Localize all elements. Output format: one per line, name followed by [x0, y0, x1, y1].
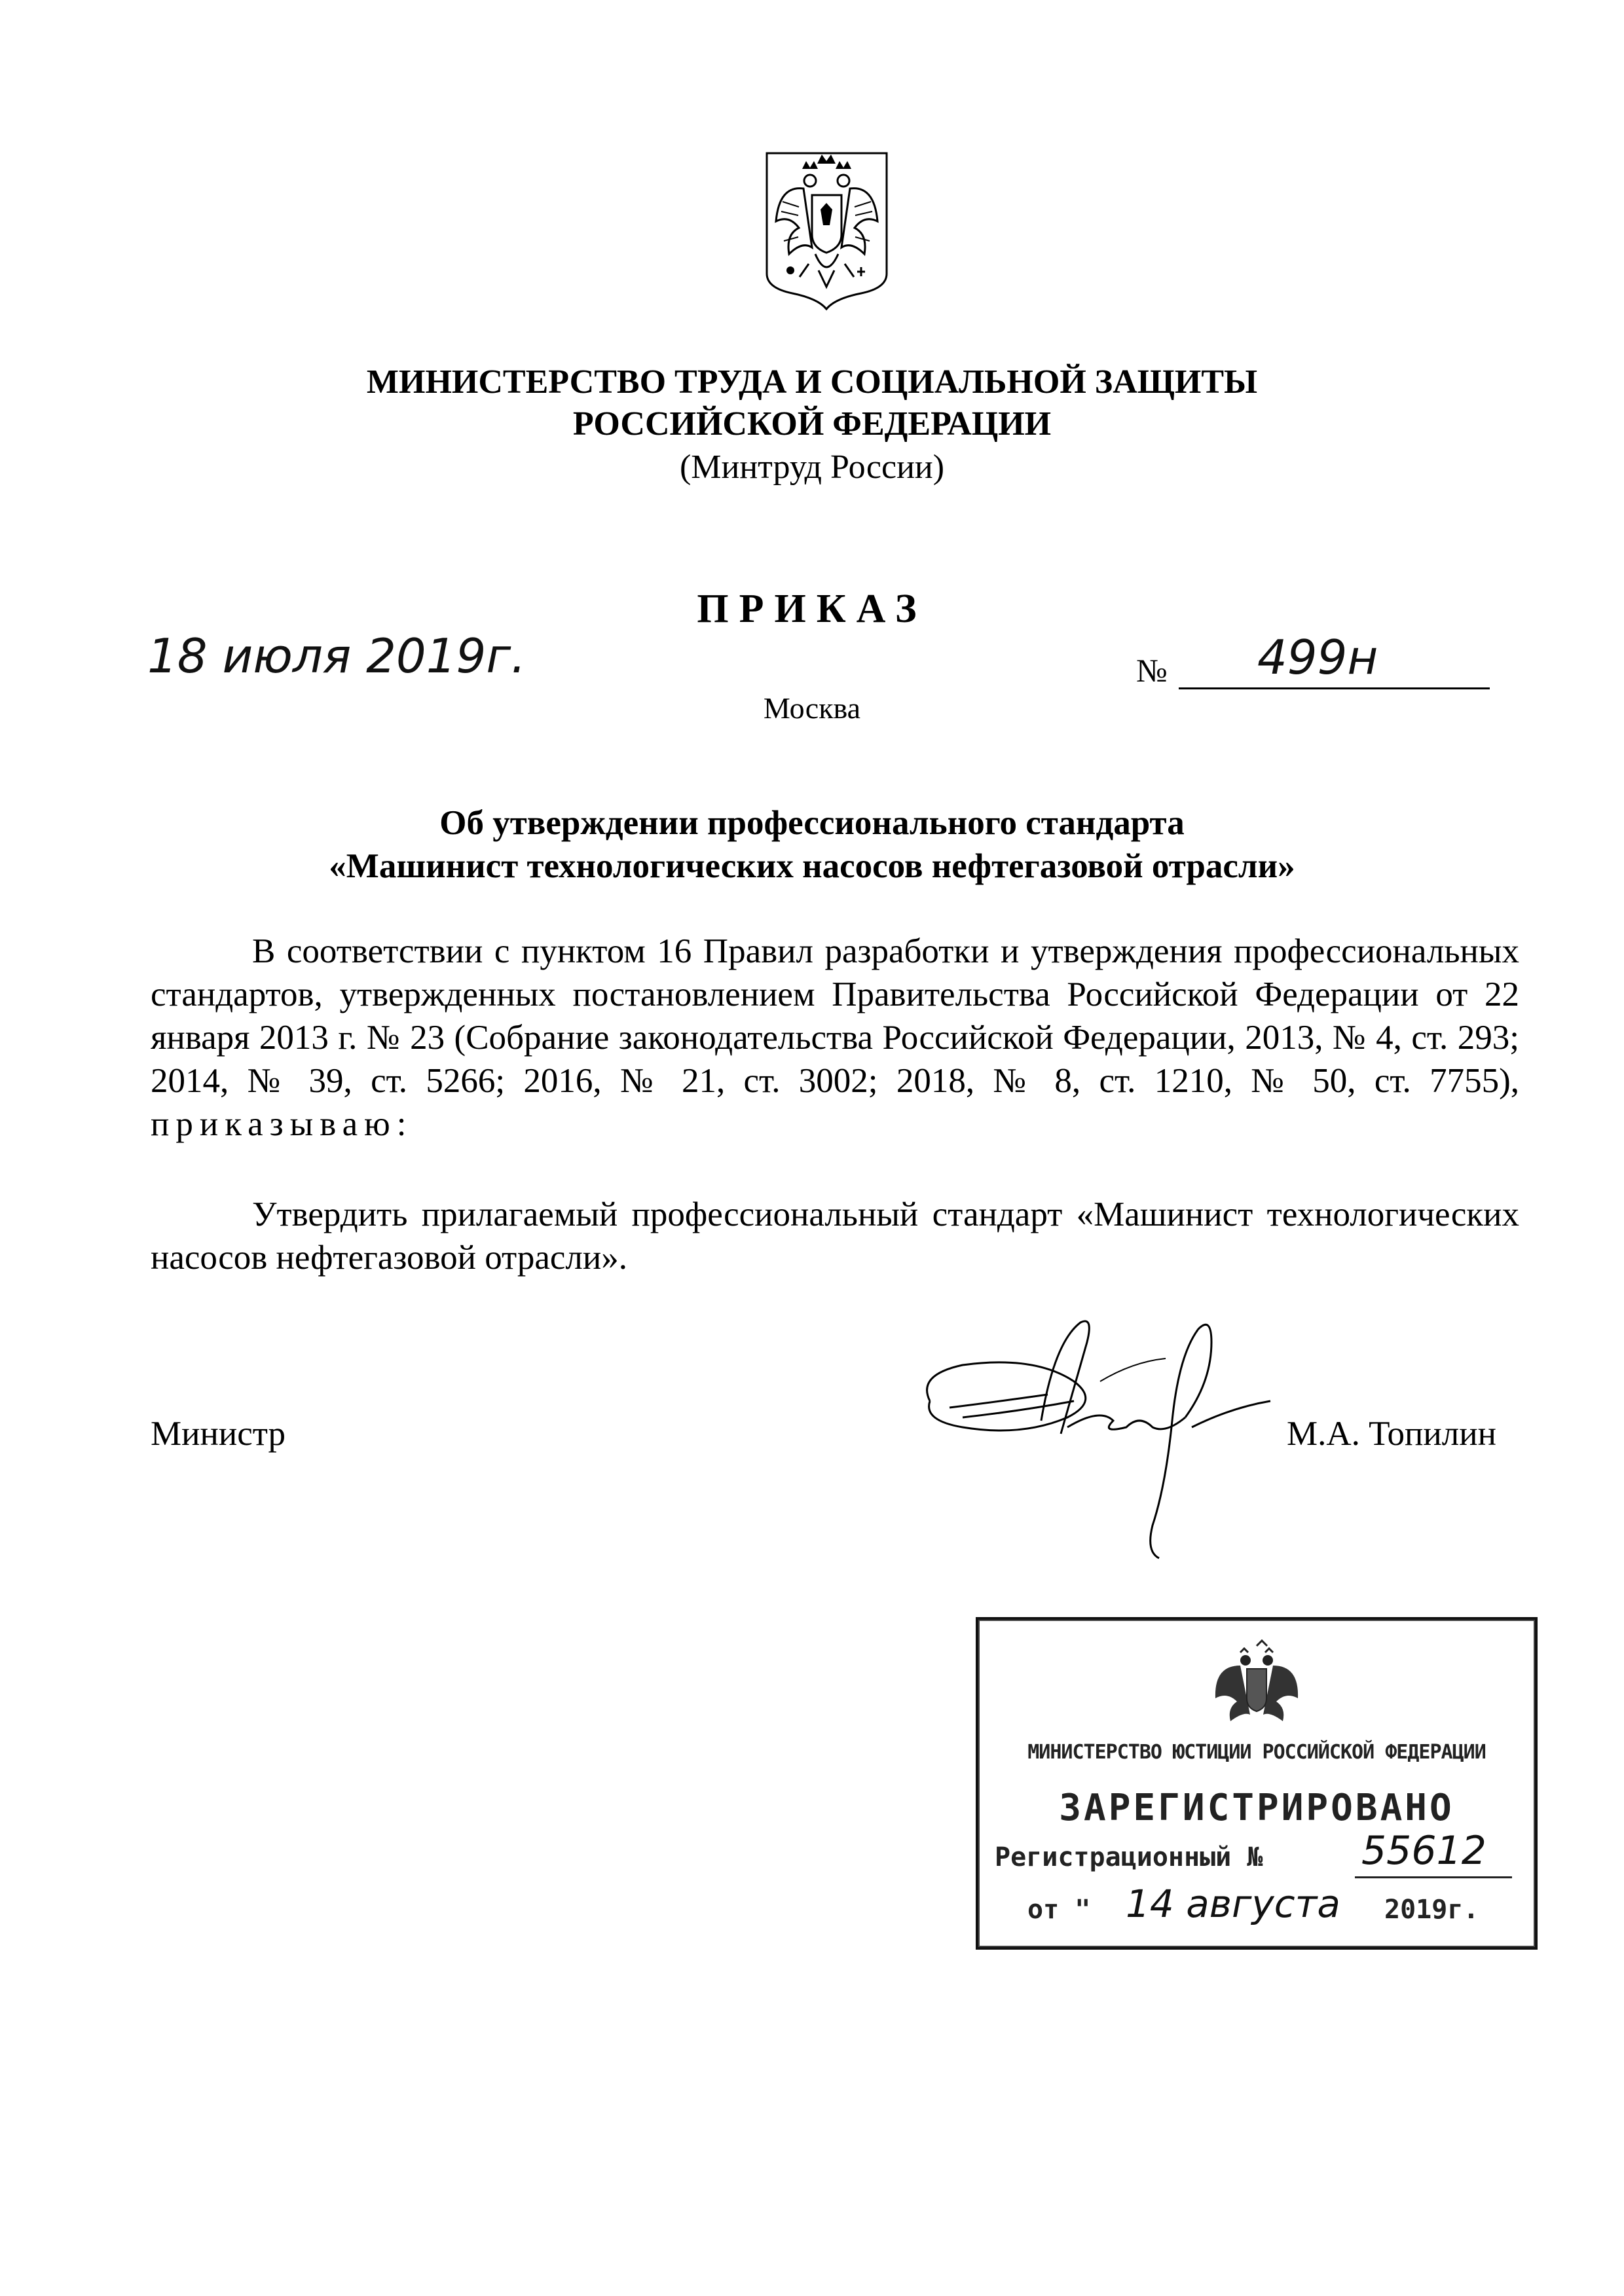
paragraph-1-verb: приказываю:	[151, 1105, 413, 1143]
order-title: ПРИКАЗ	[697, 587, 927, 631]
stamp-reg-underline	[1355, 1876, 1512, 1878]
stamp-reg-label: Регистрационный №	[995, 1842, 1263, 1872]
body-paragraph-1	[151, 930, 1519, 1146]
stamp-emblem-icon	[1208, 1639, 1306, 1724]
paragraph-2-text: Утвердить прилагаемый профессиональный стандарт «Машинист технологических насосов нефтегазовой отрасли».	[151, 1195, 1519, 1277]
registration-stamp	[976, 1617, 1538, 1950]
order-date: 18 июля 2019г.	[147, 629, 526, 683]
signer-position: Министр	[151, 1415, 286, 1453]
ministry-name-line1: МИНИСТЕРСТВО ТРУДА И СОЦИАЛЬНОЙ ЗАЩИТЫ	[366, 363, 1258, 401]
ministry-name-line2: РОССИЙСКОЙ ФЕДЕРАЦИИ	[572, 405, 1052, 443]
order-city: Москва	[763, 691, 861, 725]
stamp-date-value: 14 августа	[1126, 1882, 1340, 1926]
document-title-line1: Об утверждении профессионального стандарта	[439, 804, 1185, 842]
stamp-status: ЗАРЕГИСТРИРОВАНО	[1059, 1787, 1454, 1829]
document-title-line2: «Машинист технологических насосов нефтегазовой отрасли»	[329, 847, 1295, 885]
signer-name: М.А. Топилин	[1287, 1415, 1496, 1453]
ministry-short-name: (Минтруд России)	[679, 448, 945, 486]
stamp-date-label: от "	[1027, 1895, 1091, 1925]
coat-of-arms-icon	[763, 149, 891, 313]
order-number-label: №	[1136, 652, 1168, 689]
stamp-reg-number: 55612	[1361, 1828, 1486, 1874]
stamp-agency: МИНИСТЕРСТВО ЮСТИЦИИ РОССИЙСКОЙ ФЕДЕРАЦИИ	[1027, 1741, 1486, 1764]
handwritten-signature	[904, 1303, 1297, 1565]
body-paragraph-2	[151, 1193, 1519, 1279]
order-number: 499н	[1257, 630, 1378, 685]
order-number-underline	[1179, 687, 1490, 689]
stamp-year: 2019г.	[1384, 1895, 1479, 1925]
paragraph-1-text: В соответствии с пунктом 16 Правил разработки и утверждения профессиональных стандартов, утвержденных постановлением Правительства Российской Федерации от 22 января 2013 г. № 23 (Собрание законодательства Российской Федерации, 2013, № 4, ст. 293; 2014, № 39, ст. 5266; 2016, № 21, ст. 3002; 2018, № 8, ст. 1210, № 50, ст. 7755),	[151, 932, 1519, 1100]
